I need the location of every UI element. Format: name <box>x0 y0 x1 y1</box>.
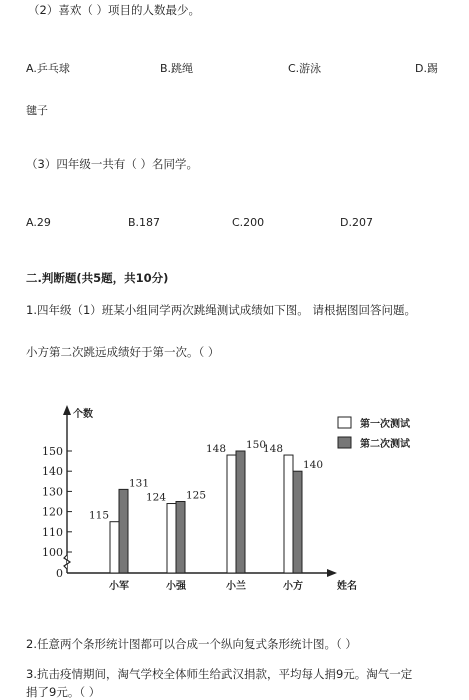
axis-break-mark <box>64 555 70 569</box>
bar-first-2 <box>227 455 236 573</box>
bar-first-3 <box>284 455 293 573</box>
y-tick-label: 120 <box>42 505 63 519</box>
y-tick-label: 140 <box>42 465 63 479</box>
data-label: 124 <box>145 491 166 504</box>
category-label: 小军 <box>109 581 129 592</box>
x-axis-label: 姓名 <box>337 581 357 592</box>
y-axis-arrow <box>63 405 71 415</box>
bar-second-0 <box>119 489 128 573</box>
y-tick-label: 100 <box>42 546 63 559</box>
legend-swatch-0 <box>338 417 351 428</box>
bar-first-1 <box>167 504 176 573</box>
q2-option-c: C.游泳 <box>288 62 322 75</box>
bar-second-1 <box>176 502 185 574</box>
q3-option-b: B.187 <box>128 216 161 229</box>
judge-2: 2.任意两个条形统计图都可以合成一个纵向复式条形统计图。（ ） <box>26 637 357 651</box>
data-label: 150 <box>246 439 267 451</box>
data-label: 131 <box>129 477 150 490</box>
y-tick-label: 110 <box>42 525 63 539</box>
judge-3-line1: 3.抗击疫情期间，淘气学校全体师生给武汉捐款，平均每人捐9元。淘气一定 <box>26 667 413 681</box>
q3-option-d: D.207 <box>340 216 373 229</box>
data-label: 148 <box>205 443 226 456</box>
q2-option-a: A.乒乓球 <box>26 62 70 75</box>
q2-option-b: B.跳绳 <box>160 62 194 75</box>
data-label: 140 <box>303 459 324 472</box>
section-title: 二.判断题(共5题，共10分) <box>26 271 169 285</box>
q2-stem: （2）喜欢（ ）项目的人数最少。 <box>28 3 200 17</box>
q2-option-d-wrap: 毽子 <box>26 104 48 117</box>
data-label: 125 <box>186 489 207 502</box>
q2-option-d: D.踢 <box>415 62 438 75</box>
judge-3-line2: 捐了9元。（ ） <box>26 685 101 699</box>
q3-option-a: A.29 <box>26 216 51 229</box>
bar-second-2 <box>236 451 245 573</box>
legend-label-1: 第二次测试 <box>360 439 410 450</box>
bar-chart <box>0 405 469 605</box>
bar-second-3 <box>293 471 302 573</box>
category-label: 小方 <box>283 581 303 592</box>
q3-stem: （3）四年级一共有（ ）名同学。 <box>26 157 198 171</box>
data-label: 148 <box>262 443 283 456</box>
data-label: 115 <box>88 509 109 522</box>
bar-first-0 <box>110 522 119 573</box>
category-label: 小兰 <box>226 581 246 592</box>
q3-option-c: C.200 <box>232 216 265 229</box>
y-tick-label: 0 <box>56 567 63 580</box>
legend-swatch-1 <box>338 437 351 448</box>
judge-1-question: 小方第二次跳远成绩好于第一次。（ ） <box>26 345 220 359</box>
y-tick-label: 130 <box>42 485 63 499</box>
x-axis-arrow <box>327 569 337 577</box>
legend-label-0: 第一次测试 <box>360 419 410 430</box>
y-tick-label: 150 <box>42 445 63 458</box>
category-label: 小强 <box>166 581 186 592</box>
judge-1-intro: 1.四年级（1）班某小组同学两次跳绳测试成绩如下图。 请根据图回答问题。 <box>26 303 416 317</box>
y-axis-label: 个数 <box>73 409 93 420</box>
